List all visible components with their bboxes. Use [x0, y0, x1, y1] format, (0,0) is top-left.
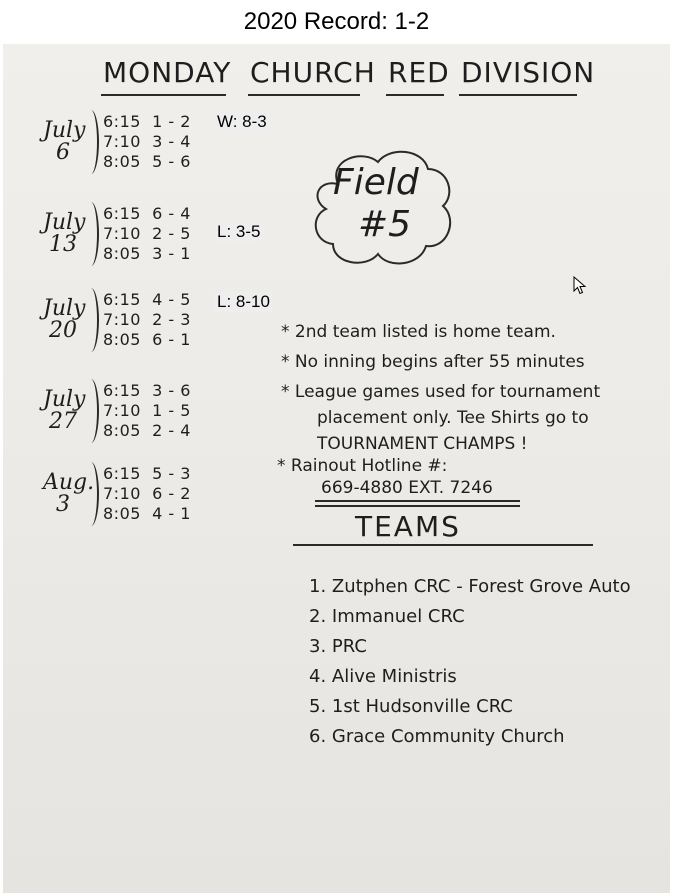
game-matchup: 1 - 5	[152, 401, 191, 420]
week-bracket	[83, 202, 99, 266]
game-matchup: 5 - 6	[152, 152, 191, 171]
record-title: 2020 Record: 1-2	[243, 8, 430, 35]
rainout-number: 669-4880 EXT. 7246	[321, 478, 493, 498]
team-item: 3. PRC	[309, 636, 367, 657]
note-rainout-label: * Rainout Hotline #:	[277, 456, 448, 476]
heading-monday: MONDAY	[103, 56, 232, 89]
week-month: July	[43, 296, 86, 321]
week-day: 6	[56, 140, 70, 165]
game-row	[103, 310, 191, 330]
game-row	[103, 401, 191, 421]
game-row	[103, 381, 191, 401]
note-league-line2: placement only. Tee Shirts go to	[317, 408, 589, 428]
week-day: 3	[56, 492, 70, 517]
week-month: July	[43, 387, 86, 412]
week-month: Aug.	[43, 470, 95, 495]
game-time: 7:10	[103, 132, 141, 151]
teams-heading: TEAMS	[355, 510, 461, 543]
week-date	[43, 470, 95, 517]
week-bracket	[83, 462, 99, 526]
heading-division: DIVISION	[461, 56, 596, 89]
game-time: 6:15	[103, 204, 141, 223]
field-number: #5	[358, 204, 412, 245]
game-row	[103, 290, 191, 310]
note-home-team: * 2nd team listed is home team.	[281, 322, 556, 342]
game-matchup: 1 - 2	[152, 112, 191, 131]
game-time: 6:15	[103, 112, 141, 131]
game-row	[103, 484, 191, 504]
game-row	[103, 464, 191, 484]
game-matchup: 2 - 3	[152, 310, 191, 329]
game-time: 7:10	[103, 224, 141, 243]
game-matchup: 4 - 1	[152, 504, 191, 523]
week-day: 20	[49, 318, 77, 343]
field-label: Field	[333, 162, 419, 203]
heading-underline	[101, 94, 226, 96]
week-date	[43, 118, 86, 165]
teams-underline	[293, 544, 593, 546]
rainout-underline	[315, 505, 520, 507]
team-item: 4. Alive Ministris	[309, 666, 457, 687]
game-time: 8:05	[103, 244, 141, 263]
note-league-line3: TOURNAMENT CHAMPS !	[317, 434, 528, 454]
game-time: 8:05	[103, 504, 141, 523]
week-bracket	[83, 288, 99, 352]
week-date	[43, 210, 86, 257]
game-time: 8:05	[103, 330, 141, 349]
team-item: 6. Grace Community Church	[309, 726, 565, 747]
week-month: July	[43, 210, 86, 235]
note-league-line1: * League games used for tournament	[281, 382, 601, 402]
game-row	[103, 112, 191, 132]
game-result: W: 8-3	[217, 112, 267, 131]
note-inning: * No inning begins after 55 minutes	[281, 352, 585, 372]
game-matchup: 4 - 5	[152, 290, 191, 309]
game-row	[103, 330, 191, 350]
game-matchup: 2 - 4	[152, 421, 191, 440]
rainout-underline	[315, 500, 520, 502]
week-bracket	[83, 110, 99, 174]
heading-underline	[248, 94, 360, 96]
heading-church: CHURCH	[250, 56, 376, 89]
game-matchup: 6 - 2	[152, 484, 191, 503]
game-matchup: 6 - 1	[152, 330, 191, 349]
game-row	[103, 421, 191, 441]
team-item: 1. Zutphen CRC - Forest Grove Auto	[309, 576, 631, 597]
game-matchup: 3 - 1	[152, 244, 191, 263]
heading-red: RED	[388, 56, 450, 89]
game-matchup: 2 - 5	[152, 224, 191, 243]
game-matchup: 5 - 3	[152, 464, 191, 483]
game-result: L: 8-10	[217, 292, 270, 311]
game-row	[103, 504, 191, 524]
game-matchup: 3 - 6	[152, 381, 191, 400]
game-row	[103, 152, 191, 172]
game-time: 7:10	[103, 484, 141, 503]
week-month: July	[43, 118, 86, 143]
game-time: 6:15	[103, 381, 141, 400]
week-bracket	[83, 379, 99, 443]
heading-underline	[386, 94, 444, 96]
game-time: 8:05	[103, 421, 141, 440]
game-result: L: 3-5	[217, 222, 261, 241]
game-matchup: 6 - 4	[152, 204, 191, 223]
game-time: 8:05	[103, 152, 141, 171]
team-item: 5. 1st Hudsonville CRC	[309, 696, 513, 717]
week-day: 27	[49, 409, 77, 434]
week-date	[43, 387, 86, 434]
week-day: 13	[49, 232, 77, 257]
game-time: 6:15	[103, 464, 141, 483]
heading-underline	[459, 94, 577, 96]
game-row	[103, 132, 191, 152]
game-row	[103, 204, 191, 224]
game-time: 7:10	[103, 401, 141, 420]
week-date	[43, 296, 86, 343]
team-item: 2. Immanuel CRC	[309, 606, 465, 627]
game-matchup: 3 - 4	[152, 132, 191, 151]
game-row	[103, 224, 191, 244]
game-row	[103, 244, 191, 264]
game-time: 6:15	[103, 290, 141, 309]
mouse-cursor-icon	[573, 276, 587, 296]
schedule-sheet	[3, 44, 670, 893]
game-time: 7:10	[103, 310, 141, 329]
